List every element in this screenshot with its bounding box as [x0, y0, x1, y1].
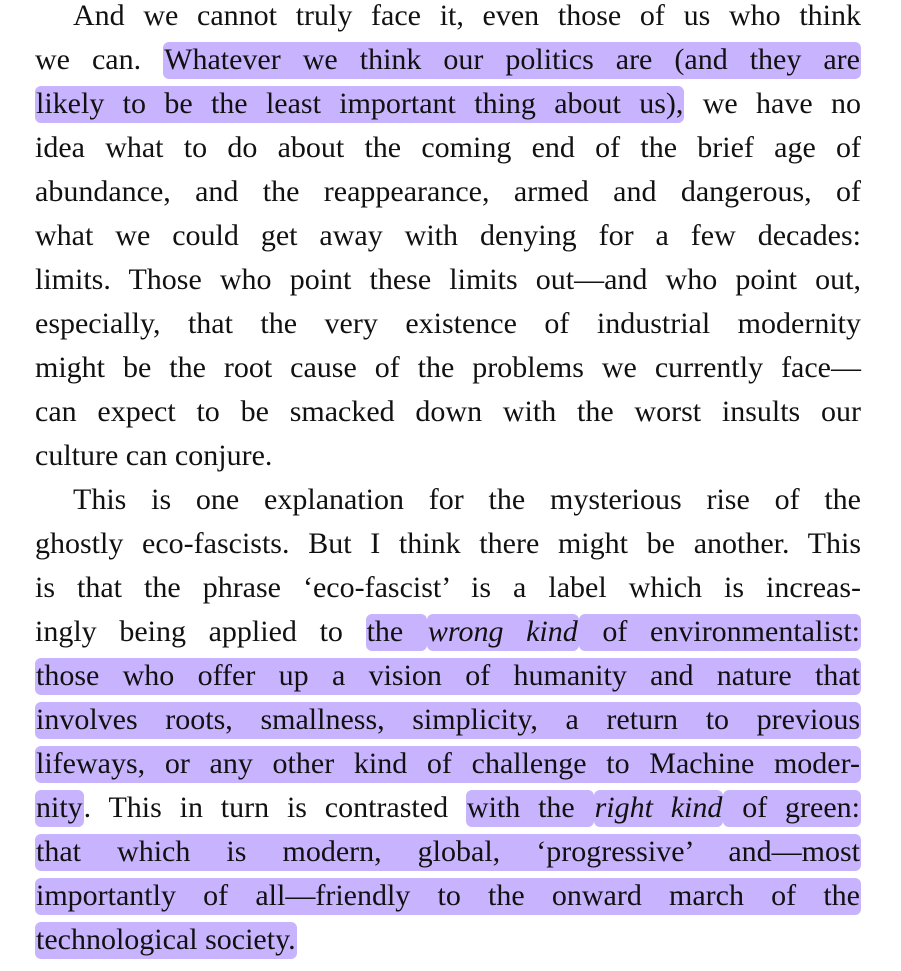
highlighted-text: that which is modern, global, ‘progressive’ and—most [35, 834, 861, 871]
text-segment: might be the root cause of the problems we currently face— [35, 351, 861, 384]
text-line [35, 566, 861, 610]
text-line [35, 38, 861, 82]
highlighted-text: of environmentalist: [579, 614, 861, 651]
text-line [35, 830, 861, 874]
text-segment: we have no [684, 87, 861, 120]
highlighted-text: involves roots, smallness, simplicity, a return to previous [35, 702, 861, 739]
text-line [35, 610, 861, 654]
text-line [73, 478, 861, 522]
cropped-next-line [35, 958, 861, 971]
text-line [35, 258, 861, 302]
text-line [35, 434, 861, 478]
text-segment: culture can conjure. [35, 439, 273, 472]
highlighted-text: of green: [723, 790, 861, 827]
text-segment: is that the phrase ‘eco-fascist’ is a label which is increas- [35, 571, 861, 604]
text-line [35, 346, 861, 390]
highlighted-text: technological society. [35, 922, 297, 959]
text-line [35, 390, 861, 434]
highlighted-text: lifeways, or any other kind of challenge to Machine moder- [35, 746, 861, 783]
text-segment: we can. [35, 43, 164, 76]
highlighted-text: right kind [594, 790, 724, 827]
highlighted-text: Whatever we think our politics are (and they are [163, 42, 861, 79]
text-line [35, 918, 861, 962]
text-segment: can expect to be smacked down with the worst insults our [35, 395, 861, 428]
highlighted-text: importantly of all—friendly to the onward march of the [35, 878, 861, 915]
highlighted-text: those who offer up a vision of humanity and nature that [35, 658, 861, 695]
text-line [35, 742, 861, 786]
highlighted-text: with the [466, 790, 594, 827]
text-segment: abundance, and the reappearance, armed and dangerous, of [35, 175, 861, 208]
text-segment: And we cannot truly face it, even those of us who think [73, 0, 861, 32]
text-line [35, 214, 861, 258]
highlighted-text: the [366, 614, 427, 651]
text-segment: especially, that the very existence of industrial modernity [35, 307, 861, 340]
text-segment: what we could get away with denying for a few decades: [35, 219, 861, 252]
text-line [35, 654, 861, 698]
text-line [73, 0, 861, 38]
text-line [35, 786, 861, 830]
text-line [35, 126, 861, 170]
highlighted-text: likely to be the least important thing about us), [35, 86, 684, 123]
text-line [35, 874, 861, 918]
text-line [35, 82, 861, 126]
text-segment: ghostly eco-fascists. But I think there might be another. This [35, 527, 861, 560]
highlighted-text: wrong kind [427, 614, 579, 651]
highlighted-text: nity [35, 790, 84, 827]
text-line [35, 170, 861, 214]
text-segment: ingly being applied to [35, 615, 366, 648]
text-line [35, 698, 861, 742]
text-line [35, 302, 861, 346]
text-line [35, 522, 861, 566]
text-segment: limits. Those who point these limits out—and who point out, [35, 263, 861, 296]
text-segment: . This in turn is contrasted [83, 791, 466, 824]
text-segment: idea what to do about the coming end of the brief age of [35, 131, 861, 164]
text-segment: This is one explanation for the mysterious rise of the [73, 483, 861, 516]
